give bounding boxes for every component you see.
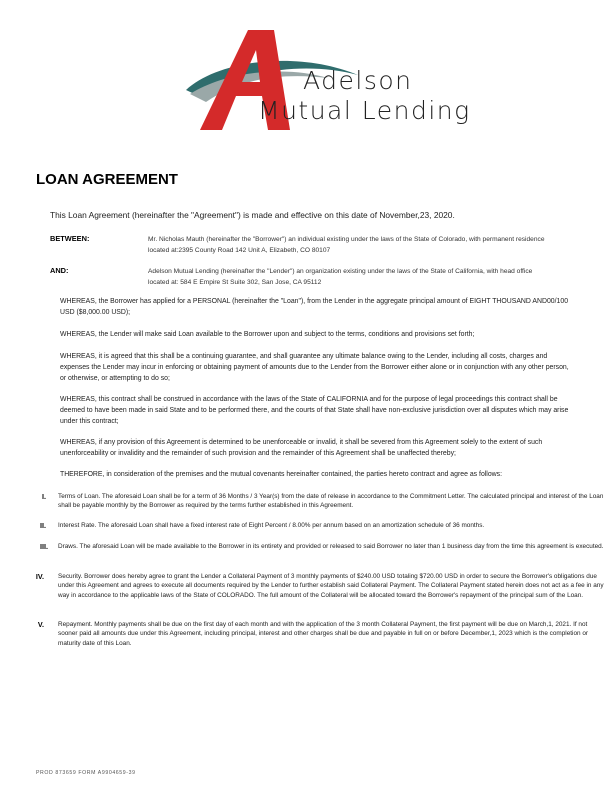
document-title: LOAN AGREEMENT: [36, 171, 178, 188]
and-label: AND:: [50, 266, 69, 275]
between-label: BETWEEN:: [50, 234, 90, 243]
borrower-line-2: located at:2395 County Road 142 Unit A, Elizabeth, CO 80107: [148, 247, 331, 254]
section-number: V.: [37, 620, 44, 629]
section-number: IV.: [35, 572, 44, 581]
therefore-clause: THEREFORE, in consideration of the premises and the mutual covenants hereinafter contained, the parties hereto contract and agree as follows:: [60, 471, 503, 478]
borrower-line-1: Mr. Nicholas Mauth (hereinafter the "Borrower") an individual existing under the laws of the State of Colorado, with permanent residence: [148, 236, 545, 243]
whereas-clause: WHEREAS, this contract shall be construed in accordance with the laws of the State of CALIFORNIA and for the purpose of legal proceedings this contract shall be deemed to have been made in said State and to be performed there, and the courts of that State shall have non-exclusive jurisdiction over all disputes which may arise under this contract;: [60, 396, 569, 425]
whereas-clause: WHEREAS, the Borrower has applied for a PERSONAL (hereinafter the "Loan"), from the Lender in the aggregate principal amount of EIGHT THOUSAND AND00/100 USD ($8,000.00 USD);: [60, 298, 569, 316]
whereas-clause: WHEREAS, if any provision of this Agreement is determined to be unenforceable or invalid, it shall be severed from this Agreement solely to the extent of such unenforceability or invalidity and the remainder of such provision and the remainder of this Agreement shall be unaffected thereby;: [60, 439, 543, 457]
brand-name-line2: Mutual Lending: [258, 96, 471, 125]
lender-line-1: Adelson Mutual Lending (hereinafter the "Lender") an organization existing under the laws of the State of California, with head office: [148, 268, 533, 275]
section-draws: Draws. The aforesaid Loan will be made available to the Borrower in its entirety and provided or released to said Borrower no later than 1 business day from the time this agreement is executed.: [58, 543, 604, 550]
intro-statement: This Loan Agreement (hereinafter the "Agreement") is made and effective on this date of November,23, 2020.: [50, 210, 455, 220]
form-id-footer: PROD 873659 FORM A9904659-39: [36, 770, 136, 776]
brand-name-line1: Adelson: [303, 66, 413, 95]
section-number: II.: [40, 521, 46, 530]
lender-line-2: located at: 584 E Empire St Suite 302, San Jose, CA 95112: [148, 279, 322, 286]
section-security: Security. Borrower does hereby agree to grant the Lender a Collateral Payment of 3 monthly payments of $240.00 USD totaling $720.00 USD in order to secure the Borrower's obligations due under this Agreement and agrees to execute all documents required by the Lender to further establish said Collateral Payment. The Collateral Payment stated herein does not act as a fee in any way in accordance to the applicable laws of the State of COLORADO. The full amount of the Collateral will be allocated toward the Borrower's repayment of the principal sum of the Loan.: [58, 573, 604, 599]
borrower-details: [148, 234, 588, 256]
section-terms-of-loan: Terms of Loan. The aforesaid Loan shall be for a term of 36 Months / 3 Year(s) from the date of release in accordance to the Commitment Letter. The calculated principal and interest of the Loan shall be payable monthly by the Borrower as required by the terms further established in this Agreement.: [58, 493, 604, 510]
section-number: III.: [40, 542, 48, 551]
section-repayment: Repayment. Monthly payments shall be due on the first day of each month and with the application of the 3 month Collateral Payment, the first payment will be due on March,1, 2021. If not sooner paid all amounts due under this Agreement, including principal, interest and other charges shall be due and payable in full on or before December,1, 2023 which is the completion or maturity date of this Loan.: [58, 621, 589, 647]
company-logo: [178, 20, 478, 135]
whereas-clause: WHEREAS, it is agreed that this shall be a continuing guarantee, and shall guarantee any ultimate balance owing to the Lender, including all costs, charges and expenses the Lender may incur in enforcing or obtaining payment of amounts due to the Lender from the Borrower either alone or in conjunction with any other person, or otherwise, or attempting to do so;: [60, 353, 569, 382]
section-interest-rate: Interest Rate. The aforesaid Loan shall have a fixed interest rate of Eight Percent / 8.00% per annum based on an amortization schedule of 36 months.: [58, 522, 485, 529]
lender-details: [148, 266, 588, 288]
whereas-clause: WHEREAS, the Lender will make said Loan available to the Borrower upon and subject to the terms, conditions and provisions set forth;: [60, 331, 475, 338]
section-number: I.: [42, 492, 46, 501]
